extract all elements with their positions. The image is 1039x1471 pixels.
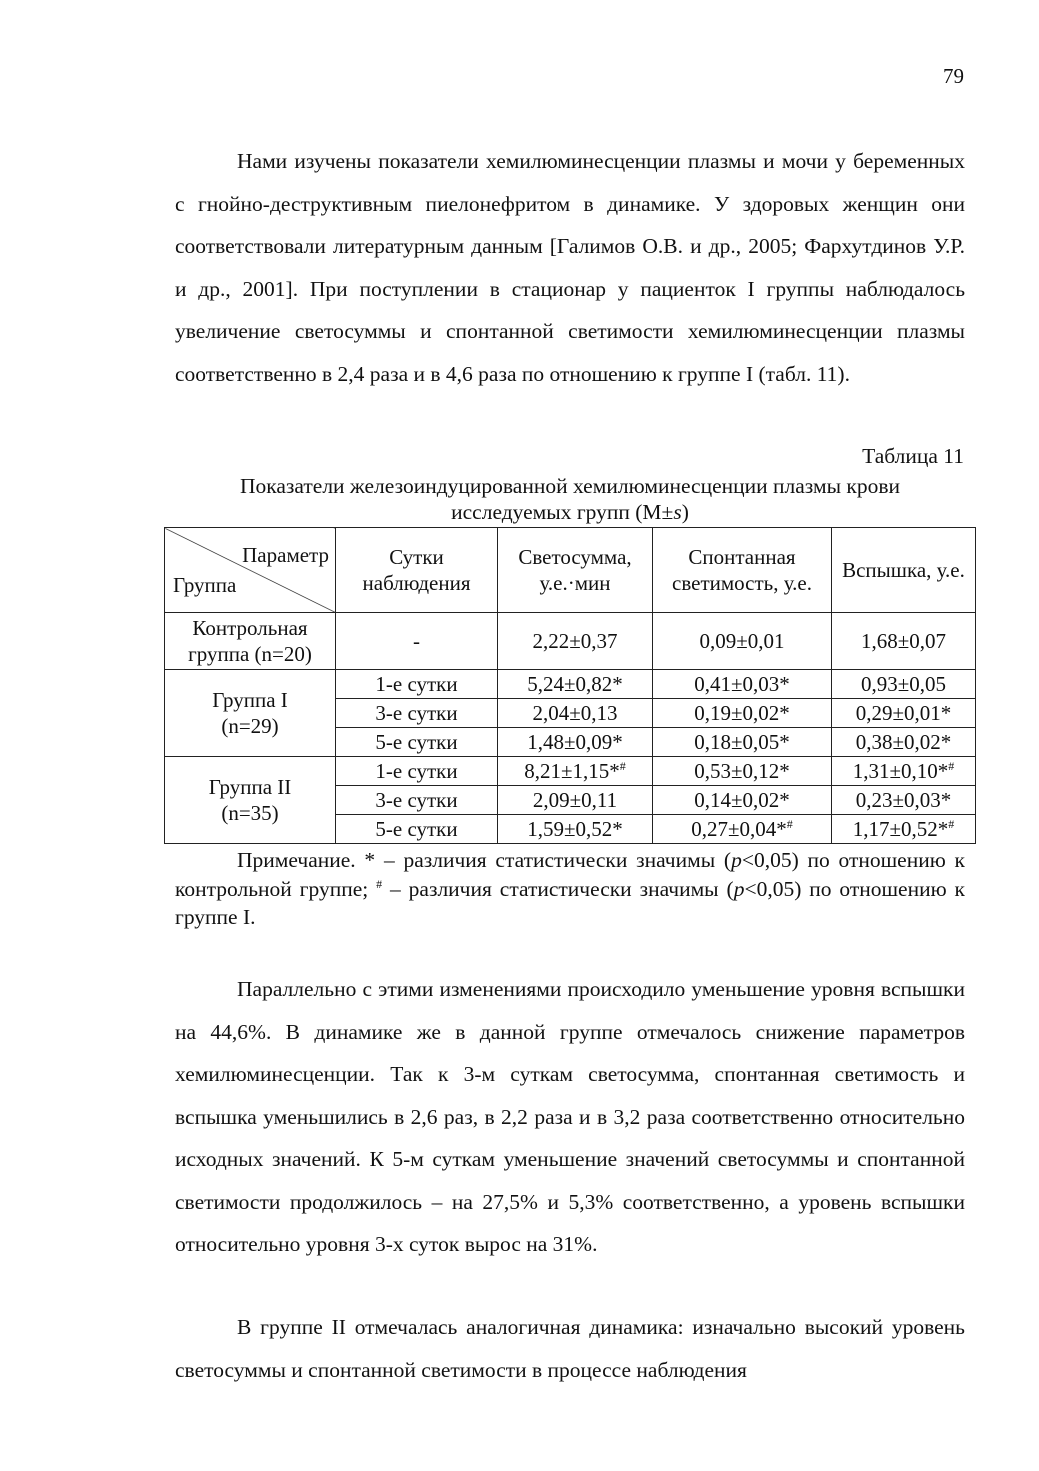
days-cell: 3-е сутки [336, 786, 498, 815]
days-cell: 5-е сутки [336, 728, 498, 757]
control-spontaneous: 0,09±0,01 [653, 613, 832, 670]
flash-cell: 1,31±0,10*# [832, 757, 976, 786]
control-days: - [336, 613, 498, 670]
days-cell: 5-е сутки [336, 815, 498, 844]
table-title-line1: Показатели железоиндуцированной хемилюминесценции плазмы крови [239, 474, 901, 498]
table-label: Таблица 11 [862, 444, 964, 468]
group1-name: Группа I (n=29) [165, 670, 336, 757]
table-title [165, 473, 975, 525]
spontaneous-cell: 0,53±0,12* [653, 757, 832, 786]
flash-cell: 0,23±0,03* [832, 786, 976, 815]
spontaneous-cell: 0,41±0,03* [653, 670, 832, 699]
days-cell: 3-е сутки [336, 699, 498, 728]
lightsum-cell: 2,09±0,11 [498, 786, 653, 815]
table-title-line2: исследуемых групп (М±s) [451, 500, 689, 524]
lightsum-cell: 2,04±0,13 [498, 699, 653, 728]
header-param: Параметр [242, 543, 329, 567]
header-flash: Вспышка, у.е. [832, 528, 976, 613]
group2-name: Группа II (n=35) [165, 757, 336, 844]
flash-cell: 0,93±0,05 [832, 670, 976, 699]
lightsum-cell: 5,24±0,82* [498, 670, 653, 699]
table-header-row [165, 528, 976, 613]
days-cell: 1-е сутки [336, 757, 498, 786]
paragraph-dynamics-group1: Параллельно с этими изменениями происходило уменьшение уровня вспышки на 44,6%. В динамике же в данной группе отмечалось снижение параметров хемилюминесценции. Так к 3-м суткам светосумма, спонтанная светимость и вспышка уменьшились в 2,6 раз, в 2,2 раза и в 3,2 раза соответственно относительно исходных значений. К 5-м суткам уменьшение значений светосуммы и спонтанной светимости продолжилось – на 27,5% и 5,3% соответственно, а уровень вспышки относительно уровня 3-х суток вырос на 31%. [175, 977, 965, 1256]
paragraph-group2: В группе II отмечалась аналогичная динамика: изначально высокий уровень светосуммы и спонтанной светимости в процессе наблюдения [175, 1315, 965, 1382]
chemiluminescence-table [164, 527, 976, 844]
header-param-group-cell [165, 528, 336, 613]
spontaneous-cell: 0,18±0,05* [653, 728, 832, 757]
control-flash: 1,68±0,07 [832, 613, 976, 670]
lightsum-cell: 1,59±0,52* [498, 815, 653, 844]
table-row-control [165, 613, 976, 670]
spontaneous-cell: 0,14±0,02* [653, 786, 832, 815]
spontaneous-cell: 0,27±0,04*# [653, 815, 832, 844]
flash-cell: 1,17±0,52*# [832, 815, 976, 844]
paragraph-intro: Нами изучены показатели хемилюминесценции плазмы и мочи у беременных с гнойно-деструктивным пиелонефритом в динамике. У здоровых женщин они соответствовали литературным данным [Галимов О.В. и др., 2005; Фархутдинов У.Р. и др., 2001]. При поступлении в стационар у пациенток I группы наблюдалось увеличение светосуммы и спонтанной светимости хемилюминесценции плазмы соответственно в 2,4 раза и в 4,6 раза по отношению к группе I (табл. 11). [175, 149, 965, 386]
flash-cell: 0,29±0,01* [832, 699, 976, 728]
header-group: Группа [173, 573, 237, 597]
header-spontaneous: Спонтанная светимость, у.е. [653, 528, 832, 613]
header-days: Сутки наблюдения [336, 528, 498, 613]
control-lightsum: 2,22±0,37 [498, 613, 653, 670]
days-cell: 1-е сутки [336, 670, 498, 699]
spontaneous-cell: 0,19±0,02* [653, 699, 832, 728]
lightsum-cell: 1,48±0,09* [498, 728, 653, 757]
table-row [165, 757, 976, 786]
control-group-name: Контрольная группа (n=20) [165, 613, 336, 670]
page-number: 79 [943, 64, 964, 88]
table-note: Примечание. * – различия статистически значимы (p<0,05) по отношению к контрольной группе; # – различия статистически значимы (p<0,05) по отношению к группе I. [175, 848, 966, 929]
flash-cell: 0,38±0,02* [832, 728, 976, 757]
lightsum-cell: 8,21±1,15*# [498, 757, 653, 786]
header-lightsum: Светосумма, у.е.·мин [498, 528, 653, 613]
table-row [165, 670, 976, 699]
